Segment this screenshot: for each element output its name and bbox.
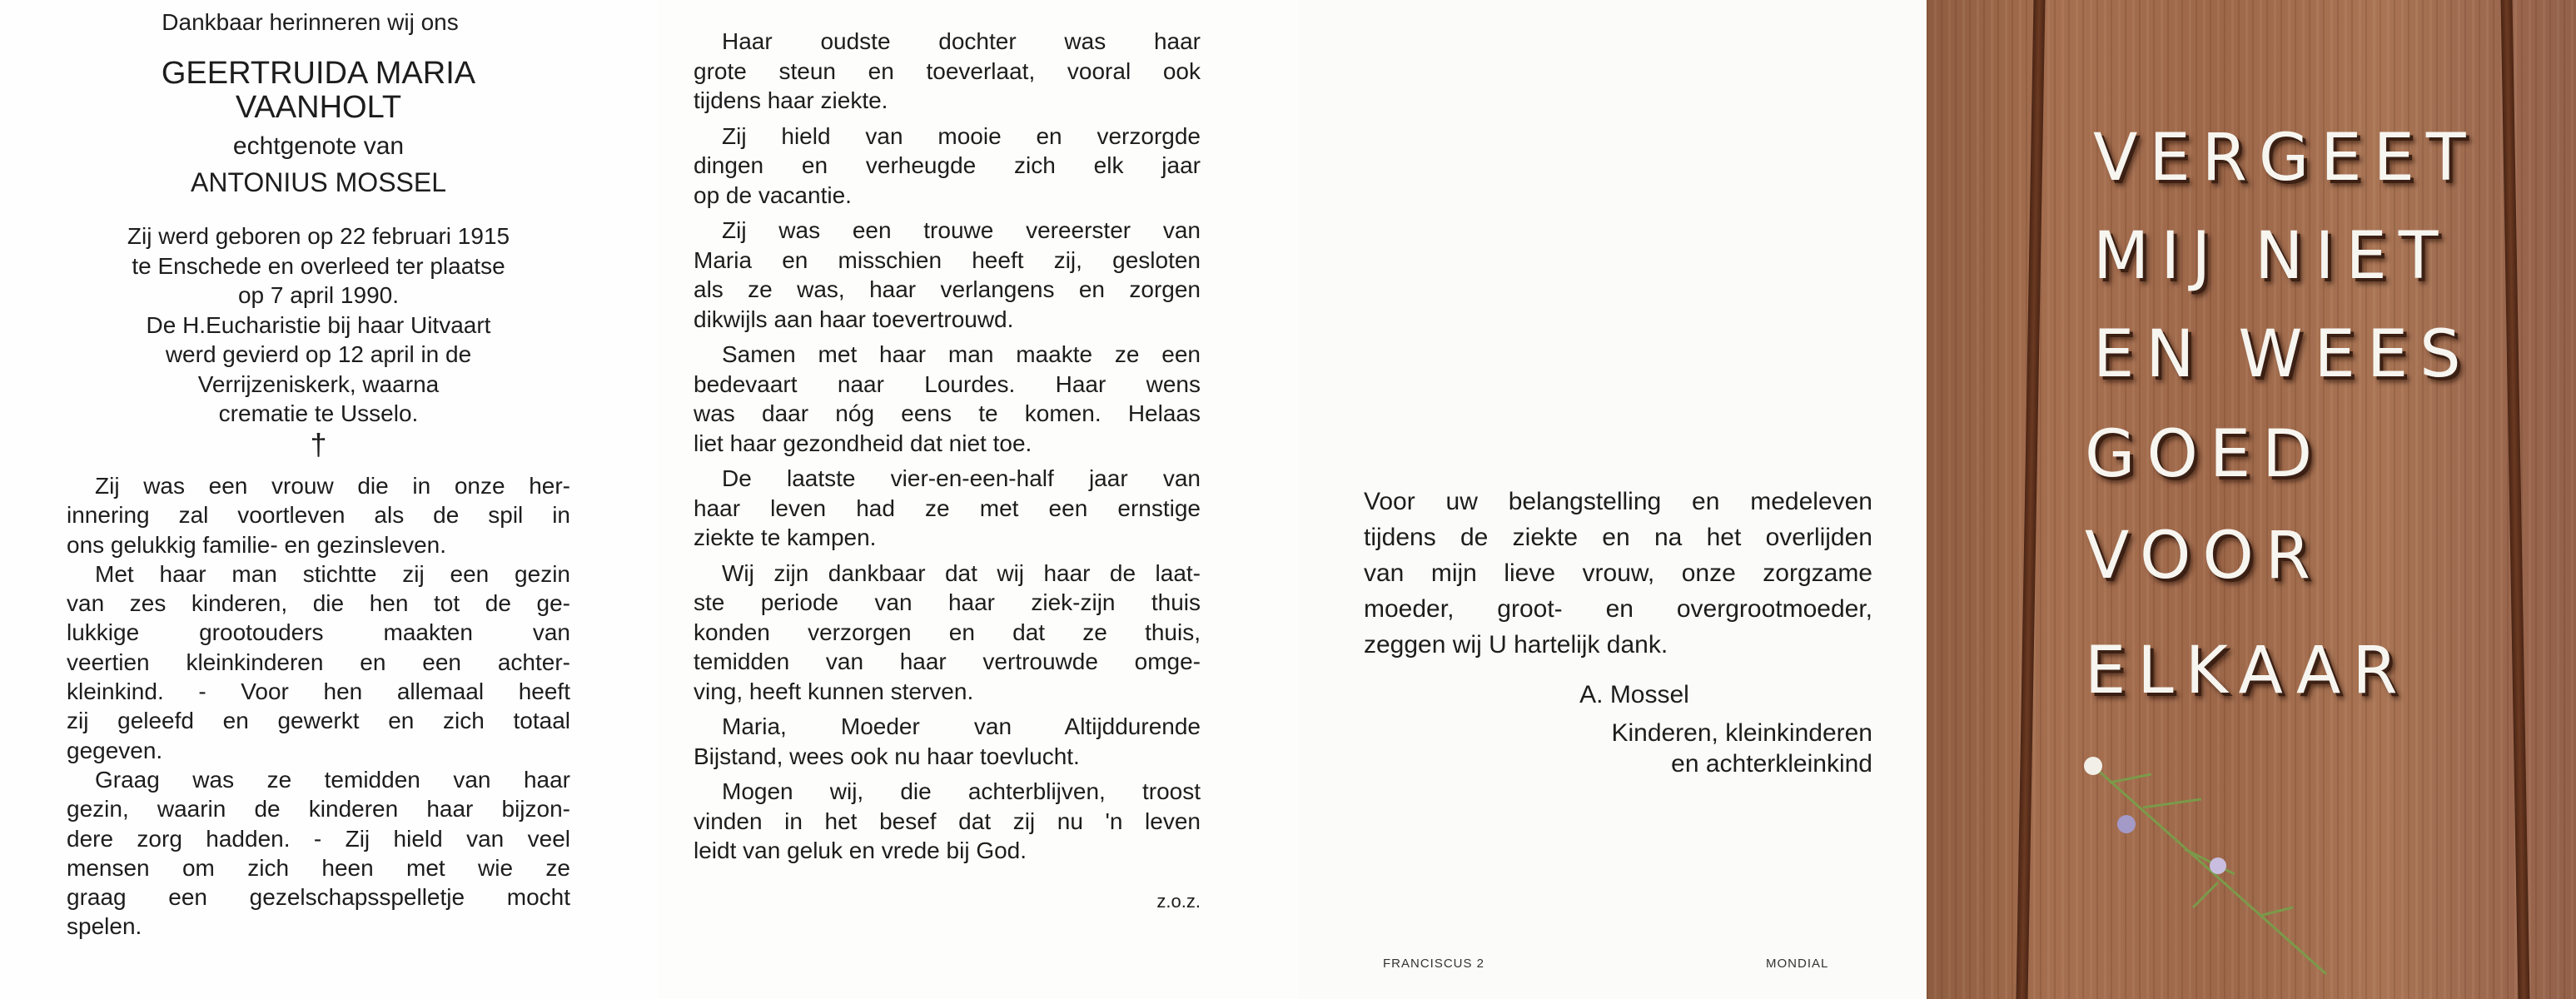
text-line: Graag was ze temidden van haar — [95, 766, 570, 793]
text-line: grote steun en toeverlaat, vooral ook — [694, 57, 1201, 84]
paragraph — [694, 216, 1201, 334]
text-line: spelen. — [67, 913, 142, 940]
text-line: Zij was een vrouw die in onze her- — [95, 473, 570, 499]
text-line: konden verzorgen en dat ze thuis, — [694, 619, 1201, 645]
thanks-line: van mijn lieve vrouw, onze zorgzame — [1364, 559, 1872, 587]
text-line: tijdens haar ziekte. — [694, 87, 888, 113]
text-line: bedevaart naar Lourdes. Haar wens — [694, 370, 1201, 397]
paragraph — [694, 464, 1201, 553]
date-line: te Enschede en overleed ter plaatse — [132, 252, 505, 279]
text-line: innering zal voortleven als de spil in — [67, 502, 570, 529]
motto-line: MIJ NIET — [2093, 219, 2450, 294]
paragraph — [67, 559, 570, 765]
name-line: GEERTRUIDA MARIA — [161, 56, 476, 91]
text-line: Zij hield van mooie en verzorgde — [722, 122, 1201, 149]
text-line: als ze was, haar verlangens en zorgen — [694, 276, 1201, 302]
forget-me-not-flower-icon — [2076, 749, 2360, 999]
text-line: leidt van geluk en vrede bij God. — [694, 837, 1027, 863]
intro-line: Dankbaar herinneren wij ons — [162, 9, 459, 35]
paragraph — [67, 471, 570, 559]
publisher-name: MONDIAL — [1766, 957, 1829, 971]
paragraph — [694, 712, 1201, 771]
biography-text — [67, 471, 570, 942]
family-line: Kinderen, kleinkinderen — [1611, 719, 1872, 747]
text-line: liet haar gezondheid dat niet toe. — [694, 430, 1032, 456]
card-code: FRANCISCUS 2 — [1383, 957, 1485, 971]
date-line: werd gevierd op 12 april in de — [165, 341, 472, 367]
paragraph — [694, 559, 1201, 707]
text-line: Met haar man stichtte zij een gezin — [95, 560, 570, 587]
motto-line: ELKAAR — [2085, 634, 2409, 708]
thanks-text — [1364, 484, 1872, 663]
card-panel-memorial — [0, 0, 658, 999]
text-line: gezin, waarin de kinderen haar bijzon- — [67, 796, 570, 823]
text-line: dere zorg hadden. - Zij hield van veel — [67, 825, 570, 852]
spouse-name: ANTONIUS MOSSEL — [190, 167, 447, 197]
thanks-line: zeggen wij U hartelijk dank. — [1364, 631, 1668, 659]
wood-groove — [2017, 0, 2046, 999]
paragraph — [694, 27, 1201, 116]
text-line: lukkige grootouders maakten van — [67, 619, 570, 646]
text-line: ste periode van haar ziek-zijn thuis — [694, 589, 1201, 615]
thanks-line: moeder, groot- en overgrootmoeder, — [1364, 595, 1872, 623]
card-panel-photo — [1927, 0, 2576, 999]
biography-continued-text — [694, 27, 1201, 866]
thanks-line: tijdens de ziekte en na het overlijden — [1364, 524, 1872, 551]
text-line: Samen met haar man maakte ze een — [722, 341, 1201, 367]
card-panel-thanks — [1299, 0, 1927, 999]
text-line: dingen en verheugde zich elk jaar — [694, 152, 1201, 178]
text-line: op de vacantie. — [694, 181, 852, 208]
text-line: Maria, Moeder van Altijddurende — [722, 713, 1201, 739]
wood-groove — [2501, 0, 2530, 999]
text-line: zij geleefd en gewerkt en zich totaal — [67, 708, 570, 734]
text-line: temidden van haar vertrouwde omge- — [694, 649, 1201, 674]
motto-line: EN WEES — [2093, 317, 2473, 392]
text-line: graag een gezelschapsspelletje mocht — [67, 884, 570, 911]
date-line: De H.Eucharistie bij haar Uitvaart — [146, 311, 491, 338]
date-line: Verrijzeniskerk, waarna — [197, 370, 440, 397]
text-line: veertien kleinkinderen en een achter- — [67, 649, 570, 675]
name-line: VAANHOLT — [235, 90, 402, 125]
family-signature — [1549, 718, 1872, 779]
text-line: Zij was een trouwe vereerster van — [722, 217, 1201, 243]
text-line: ons gelukkig familie- en gezinsleven. — [67, 531, 447, 558]
date-line: op 7 april 1990. — [237, 282, 400, 308]
text-line: Haar oudste dochter was haar — [722, 28, 1201, 54]
paragraph — [67, 765, 570, 942]
dates-block — [67, 221, 570, 429]
text-line: kleinkind. - Voor hen allemaal heeft — [67, 678, 570, 705]
motto-line: GOED — [2085, 417, 2325, 492]
cross-icon: † — [310, 427, 327, 461]
motto-line: VOOR — [2085, 519, 2322, 594]
thanks-line: Voor uw belangstelling en medeleven — [1364, 488, 1872, 515]
text-line: Maria en misschien heeft zij, gesloten — [694, 246, 1201, 273]
text-line: ziekte te kampen. — [694, 524, 877, 550]
text-line: haar leven had ze met een ernstige — [694, 495, 1201, 521]
text-line: van zes kinderen, die hen tot de ge- — [67, 590, 570, 617]
paragraph — [694, 777, 1201, 866]
paragraph — [694, 340, 1201, 458]
paragraph — [694, 122, 1201, 211]
motto-line: VERGEET — [2093, 121, 2478, 196]
text-line: Wij zijn dankbaar dat wij haar de laat- — [722, 559, 1201, 586]
text-line: was daar nóg eens te komen. Helaas — [694, 400, 1201, 426]
signature: A. Mossel — [1579, 681, 1689, 708]
text-line: ving, heeft kunnen sterven. — [694, 678, 974, 704]
text-line: gegeven. — [67, 737, 163, 763]
card-panel-biography — [658, 0, 1299, 999]
date-line: Zij werd geboren op 22 februari 1915 — [127, 223, 510, 249]
date-line: crematie te Usselo. — [218, 400, 419, 426]
text-line: De laatste vier-en-een-half jaar van — [722, 465, 1201, 491]
family-line: en achterkleinkind — [1671, 750, 1872, 778]
turn-over-note: z.o.z. — [1156, 891, 1201, 912]
text-line: dikwijls aan haar toevertrouwd. — [694, 306, 1014, 332]
text-line: Bijstand, wees ook nu haar toevlucht. — [694, 743, 1080, 769]
deceased-name — [67, 57, 570, 125]
text-line: vinden in het besef dat zij nu 'n leven — [694, 808, 1201, 834]
text-line: mensen om zich heen met wie ze — [67, 854, 570, 881]
text-line: Mogen wij, die achterblijven, troost — [722, 778, 1201, 804]
spouse-label: echtgenote van — [232, 132, 405, 160]
